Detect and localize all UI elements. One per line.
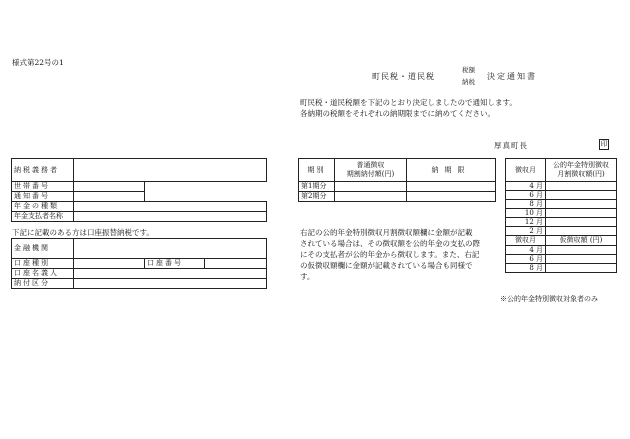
- amount-col-header-line2: 期割納付額: [346, 170, 382, 178]
- account-type-value: [74, 259, 145, 269]
- period-table: [298, 158, 496, 202]
- amount-col-header-unit: (円): [381, 170, 395, 178]
- pension-table: [505, 158, 617, 273]
- bank-institution-label: 金融機関: [12, 239, 74, 259]
- taxpayer-value: [74, 159, 267, 182]
- pension-amount: [546, 182, 617, 191]
- pension-amount-header-line2: 月割徴収額: [557, 170, 593, 178]
- pension-amount: [546, 200, 617, 209]
- period-row-amount: [335, 182, 407, 192]
- account-number-value: [205, 259, 267, 269]
- period-row-label: 第2期分: [299, 192, 335, 202]
- period-row-deadline: [407, 192, 496, 202]
- pension-amount-header-unit: (円): [592, 170, 605, 178]
- provisional-amount: [546, 255, 617, 264]
- bank-table: [11, 238, 267, 289]
- note-line: の仮徴収額欄に金額が記載されている場合も同様で: [300, 261, 473, 270]
- pension-month: 2 月: [506, 227, 546, 236]
- notice-line-1: 町民税・道民税額を下記のとおり決定しましたので通知します。: [300, 98, 517, 107]
- pension-payer-value: [74, 212, 267, 222]
- note-line: す。: [300, 272, 315, 281]
- mayor-seal: 印: [600, 140, 608, 148]
- blank-cell: [145, 182, 267, 192]
- bank-institution-value: [74, 239, 267, 259]
- pension-amount: [546, 227, 617, 236]
- pension-amount-header-line1: 公的年金特別徴収: [553, 160, 609, 169]
- provisional-amount-unit: (円): [589, 236, 603, 244]
- payment-type-value: [74, 279, 267, 289]
- pension-month-col-header: 徴収月: [506, 159, 546, 182]
- provisional-month: 4 月: [506, 246, 546, 255]
- period-row-deadline: [407, 182, 496, 192]
- notice-line-2: 各納期の税額をそれぞれの納期限までに納めてください。: [300, 109, 495, 118]
- notice-title-stacked-top: 税額: [462, 66, 475, 74]
- note-line: されている場合は、その徴収額を公的年金の支払の際: [300, 239, 480, 248]
- account-holder-label: 口座名義人: [12, 269, 74, 279]
- amount-col-header-line1: 普通徴収: [356, 160, 385, 169]
- pension-amount: [546, 209, 617, 218]
- provisional-month: 6 月: [506, 255, 546, 264]
- note-line: にその支払者が公的年金から徴収します。また、右記: [300, 250, 480, 259]
- pension-month: 8 月: [506, 200, 546, 209]
- period-col-header: 期別: [299, 159, 335, 182]
- notice-number-value: [74, 192, 145, 202]
- account-number-label: 口座番号: [145, 259, 205, 269]
- household-number-label: 世帯番号: [12, 182, 74, 192]
- provisional-amount: [546, 264, 617, 273]
- period-row-label: 第1期分: [299, 182, 335, 192]
- account-holder-value: [74, 269, 267, 279]
- pension-month: 6 月: [506, 191, 546, 200]
- provisional-month-col-header: 徴収月: [506, 236, 546, 246]
- form-number: 様式第22号の1: [12, 58, 64, 67]
- taxpayer-table: [11, 158, 267, 222]
- pension-month: 10 月: [506, 209, 546, 218]
- notice-title-suffix: 決定通知書: [487, 72, 537, 81]
- bank-note: 下記に記載のある方は口座振替納税です。: [12, 228, 154, 237]
- notice-title-main: 町民税・道民税: [372, 72, 435, 81]
- household-number-value: [74, 182, 145, 192]
- payment-type-label: 納付区分: [12, 279, 74, 289]
- deadline-col-header: 納期限: [407, 159, 496, 182]
- pension-amount: [546, 191, 617, 200]
- amount-col-header: [335, 159, 407, 182]
- blank-cell: [145, 192, 267, 202]
- pension-type-label: 年金の種類: [12, 202, 74, 212]
- period-row-amount: [335, 192, 407, 202]
- notice-title-stacked-bottom: 納税: [462, 78, 475, 86]
- provisional-month: 8 月: [506, 264, 546, 273]
- provisional-amount-label: 仮徴収額: [559, 236, 588, 244]
- note-line: 右記の公的年金特別徴収月割徴収額欄に金額が記載: [300, 228, 473, 237]
- mayor-label: 厚真町長: [494, 141, 528, 150]
- pension-month: 4 月: [506, 182, 546, 191]
- taxpayer-label: 納税義務者: [12, 159, 74, 182]
- pension-amount: [546, 218, 617, 227]
- notice-number-label: 通知番号: [12, 192, 74, 202]
- provisional-amount: [546, 246, 617, 255]
- pension-month: 12 月: [506, 218, 546, 227]
- pension-amount-col-header: [546, 159, 617, 182]
- pension-type-value: [74, 202, 267, 212]
- pension-payer-label: 年金支払者名称: [12, 212, 74, 222]
- footnote: ※公的年金特別徴収対象者のみ: [500, 295, 598, 303]
- account-type-label: 口座種別: [12, 259, 74, 269]
- provisional-amount-col-header: [546, 236, 617, 246]
